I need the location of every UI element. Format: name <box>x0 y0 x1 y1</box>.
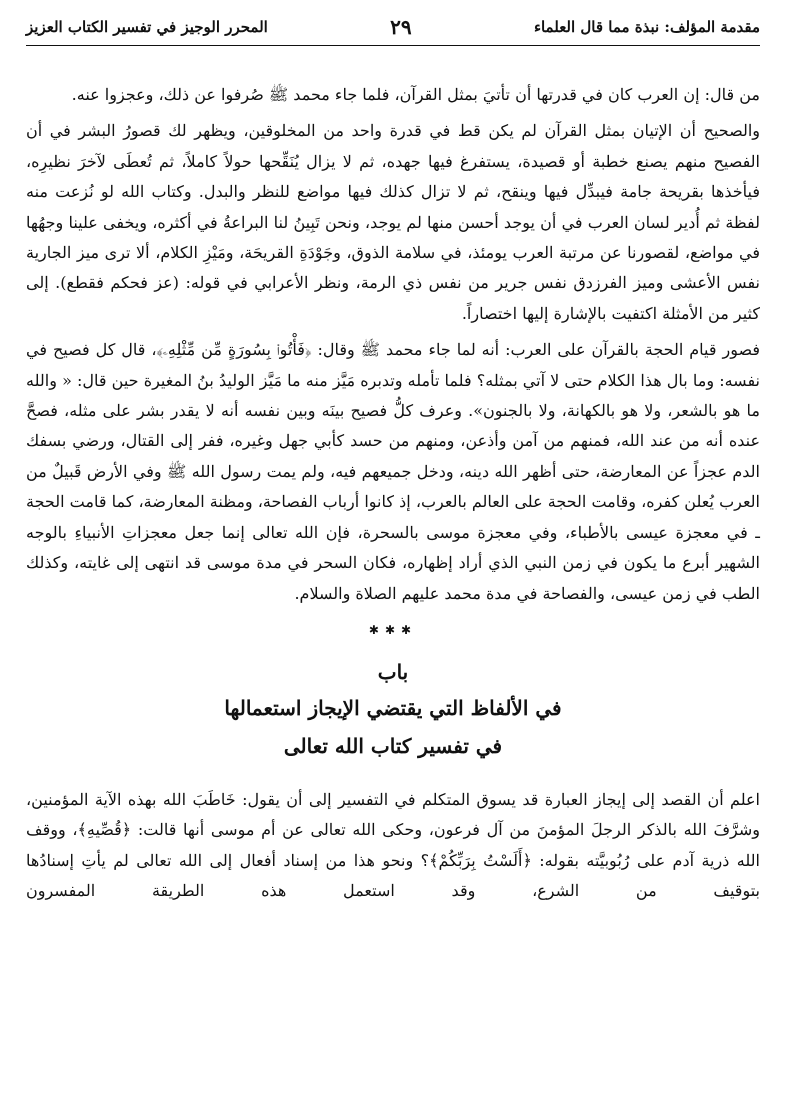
paragraph-1: من قال: إن العرب كان في قدرتها أن تأتيَ بمثل القرآن، فلما جاء محمد ﷺ صُرفوا عن ذلك، وعجزوا عنه. <box>71 85 760 104</box>
chapter-title-line-2: في تفسير كتاب الله تعالى <box>283 733 503 758</box>
page-body <box>26 80 760 913</box>
chapter-title-line-1: في الألفاظ التي يقتضي الإيجاز استعمالها <box>224 695 562 720</box>
section-separator: ✱✱✱ <box>368 622 418 637</box>
header-rule <box>26 45 760 46</box>
header-book-title: المحرر الوجيز في تفسير الكتاب العزيز <box>26 18 268 36</box>
chapter-heading <box>26 655 760 765</box>
header-section-title: مقدمة المؤلف: نبذة مما قال العلماء <box>533 18 760 36</box>
paragraph-4: اعلم أن القصد إلى إيجاز العبارة قد يسوق المتكلم في التفسير إلى أن يقول: خَاطَبَ الله بهذه الآية المؤمنين، وشرَّفَ الله بالذكر الرجلَ المؤمنَ من آل فرعون، وحكى الله تعالى عن أم موسى أنها قالت: ﴿قُصِّيهِ﴾، ووقف الله ذرية آدم على رُبُوبيَّته بقوله: ﴿أَلَسْتُ بِرَبِّكُمْ﴾؟ ونحو هذا من إسناد أفعال إلى الله تعالى لم يأتِ إسنادُها بتوقيف من الشرع، وقد استعمل هذه الطريقة المفسرون <box>26 789 761 901</box>
paragraph-2: والصحيح أن الإتيان بمثل القرآن لم يكن قط في قدرة واحد من المخلوقين، ويظهر لك قصورُ البشر في أن الفصيح منهم يصنع خطبة أو قصيدة، يستفرغ فيها جهده، ثم لا يزال يُنَقِّحها حولاً كاملاً، ثم تُعطَى لآخرَ نظيرِه، فيأخذها بقريحة جامة فيبدِّل فيها وينقح، ثم لا تزال كذلك فيها مواضع للنظر والبدل. وكتاب الله لو نُزعت منه لفظة ثم أُدير لسان العرب في أن يوجد أحسن منها لم يوجد، ونحن تَبِينُ لنا البراعةُ في أكثره، ويخفى علينا وجهُها في مواضع، لقصورنا عن مرتبة العرب يومئذ، في سلامة الذوق، وجَوْدَةِ القريحَة، ومَيْزِ الكلام، ألا ترى ميز الجارية نفس الأعشى وميز الفرزدق نفس جرير من نفس ذي الرمة، ونظر الأعرابي في قوله: (عز فحكم فقطع). إلى كثير من الأمثلة اكتفيت بالإشارة إليها اختصاراً. <box>26 121 761 323</box>
running-header <box>26 12 760 42</box>
chapter-label: باب <box>377 659 409 684</box>
page-number: ٢٩ <box>390 15 412 39</box>
paragraph-3: فصور قيام الحجة بالقرآن على العرب: أنه لما جاء محمد ﷺ وقال: ﴿فَأْتُوا۟ بِسُورَةٍ مِّن مِّثْلِهِۦ﴾، قال كل فصيح في نفسه: وما بال هذا الكلام حتى لا آتي بمثله؟ فلما تأمله وتدبره مَيَّز منه ما مَيَّز الوليدُ بنُ المغيرة حين قال: « والله ما هو بالشعر، ولا هو بالكهانة، ولا بالجنون». وعرف كلُّ فصيح بينَه وبين نفسه أنه لا يقدر بشر على مثله، فصحَّ عنده أنه من عند الله، فمنهم من آمن وأذعن، ومنهم من حسد كأبي جهل وغيره، ففر إلى القتال، ورضي بسفك الدم عجزاً عن المعارضة، حتى أظهر الله دينه، ودخل جميعهم فيه، ولم يمت رسول الله ﷺ وفي الأرض قَبيلٌ من العرب يُعلن كفره، وقامت الحجة على العالم بالعرب، إذ كانوا أرباب الفصاحة، ومظنة المعارضة، كما قامت الحجة ـ في معجزة عيسى بالأطباء، وفي معجزة موسى بالسحرة، فإن الله تعالى إنما جعل معجزاتِ الأنبياءِ بالوجه الشهير أبرع ما يكون في زمن النبي الذي أراد إظهاره، فكان السحر في مدة موسى قد انتهى إلى غايته، وكذلك الطب في زمن عيسى، والفصاحة في مدة محمد عليهم الصلاة والسلام. <box>26 340 760 603</box>
